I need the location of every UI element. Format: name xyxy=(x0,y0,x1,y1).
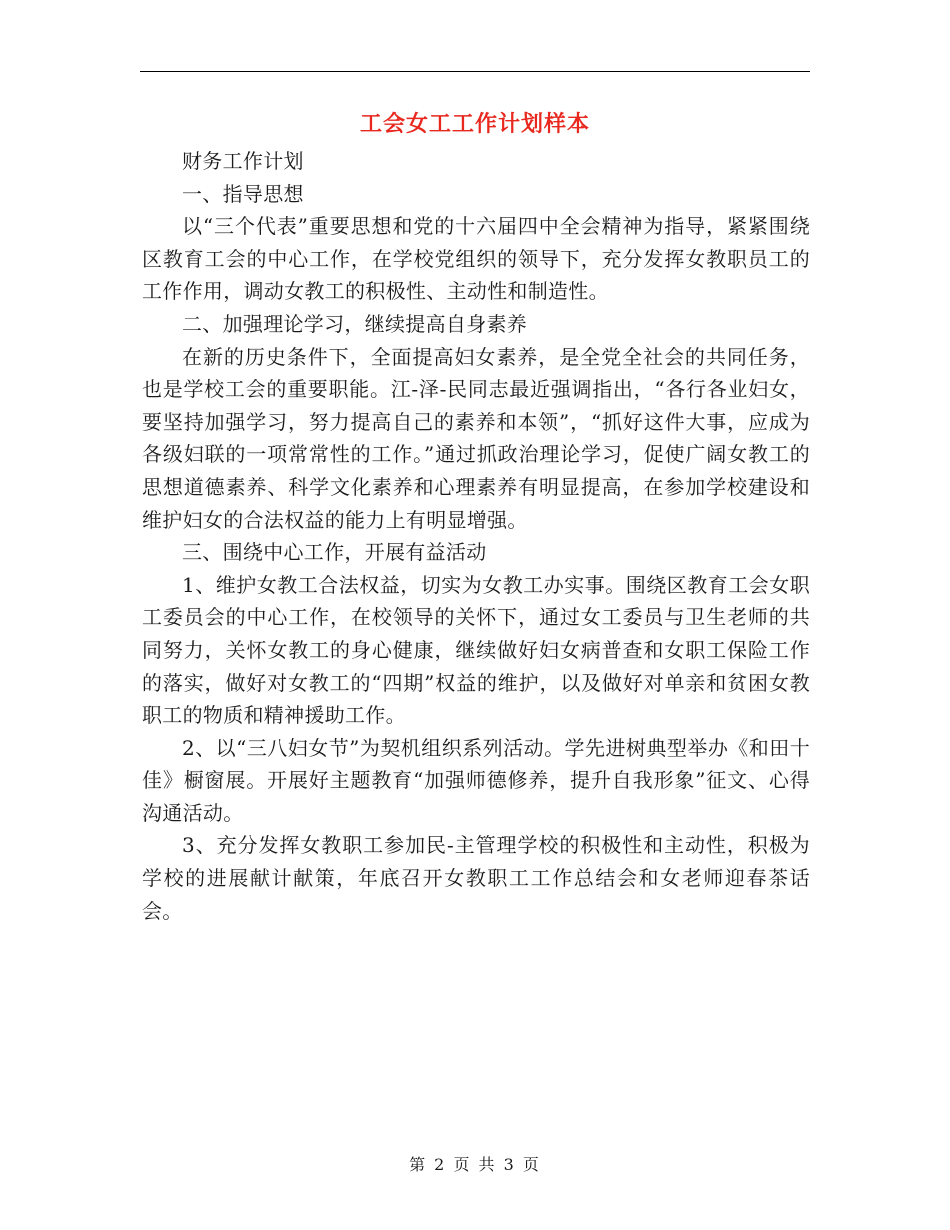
document-body xyxy=(142,145,810,927)
paragraph-guiding-ideology: 以“三个代表”重要思想和党的十六届四中全会精神为指导，紧紧围绕区教育工会的中心工作，在学校党组织的领导下，充分发挥女教职员工的工作作用，调动女教工的积极性、主动性和制造性。 xyxy=(142,214,810,304)
heading-theory-study: 二、加强理论学习，继续提高自身素养 xyxy=(182,311,528,336)
paragraph-activity-3: 3、充分发挥女教职工参加民-主管理学校的积极性和主动性，积极为学校的进展献计献策，年底召开女教职工工作总结会和女老师迎春茶话会。 xyxy=(142,833,810,923)
paragraph-activity-1: 1、维护女教工合法权益，切实为女教工办实事。围绕区教育工会女职工委员会的中心工作，在校领导的关怀下，通过女工委员与卫生老师的共同努力，关怀女教工的身心健康，继续做好妇女病普查和女职工保险工作的落实，做好对女教工的“四期”权益的维护，以及做好对单亲和贫困女教职工的物质和精神援助工作。 xyxy=(142,572,810,728)
heading-activities: 三、围绕中心工作，开展有益活动 xyxy=(182,540,487,565)
document-title: 工会女工工作计划样本 xyxy=(359,112,590,137)
header-rule xyxy=(140,71,810,72)
heading-guiding-ideology: 一、指导思想 xyxy=(182,181,304,206)
paragraph-activity-2: 2、以“三八妇女节”为契机组织系列活动。学先进树典型举办《和田十佳》橱窗展。开展好主题教育“加强师德修养，提升自我形象”征文、心得沟通活动。 xyxy=(142,735,810,825)
paragraph-theory-study: 在新的历史条件下，全面提高妇女素养，是全党全社会的共同任务，也是学校工会的重要职能。江-泽-民同志最近强调指出，“各行各业妇女，要坚持加强学习，努力提高自己的素养和本领”，“抓好这件大事，应成为各级妇联的一项常常性的工作。”通过抓政治理论学习，促使广阔女教工的思想道德素养、科学文化素养和心理素养有明显提高，在参加学校建设和维护妇女的合法权益的能力上有明显增强。 xyxy=(142,344,810,532)
paragraph-section-label: 财务工作计划 xyxy=(182,149,304,173)
page-number-footer: 第 2 页 共 3 页 xyxy=(409,1155,541,1174)
